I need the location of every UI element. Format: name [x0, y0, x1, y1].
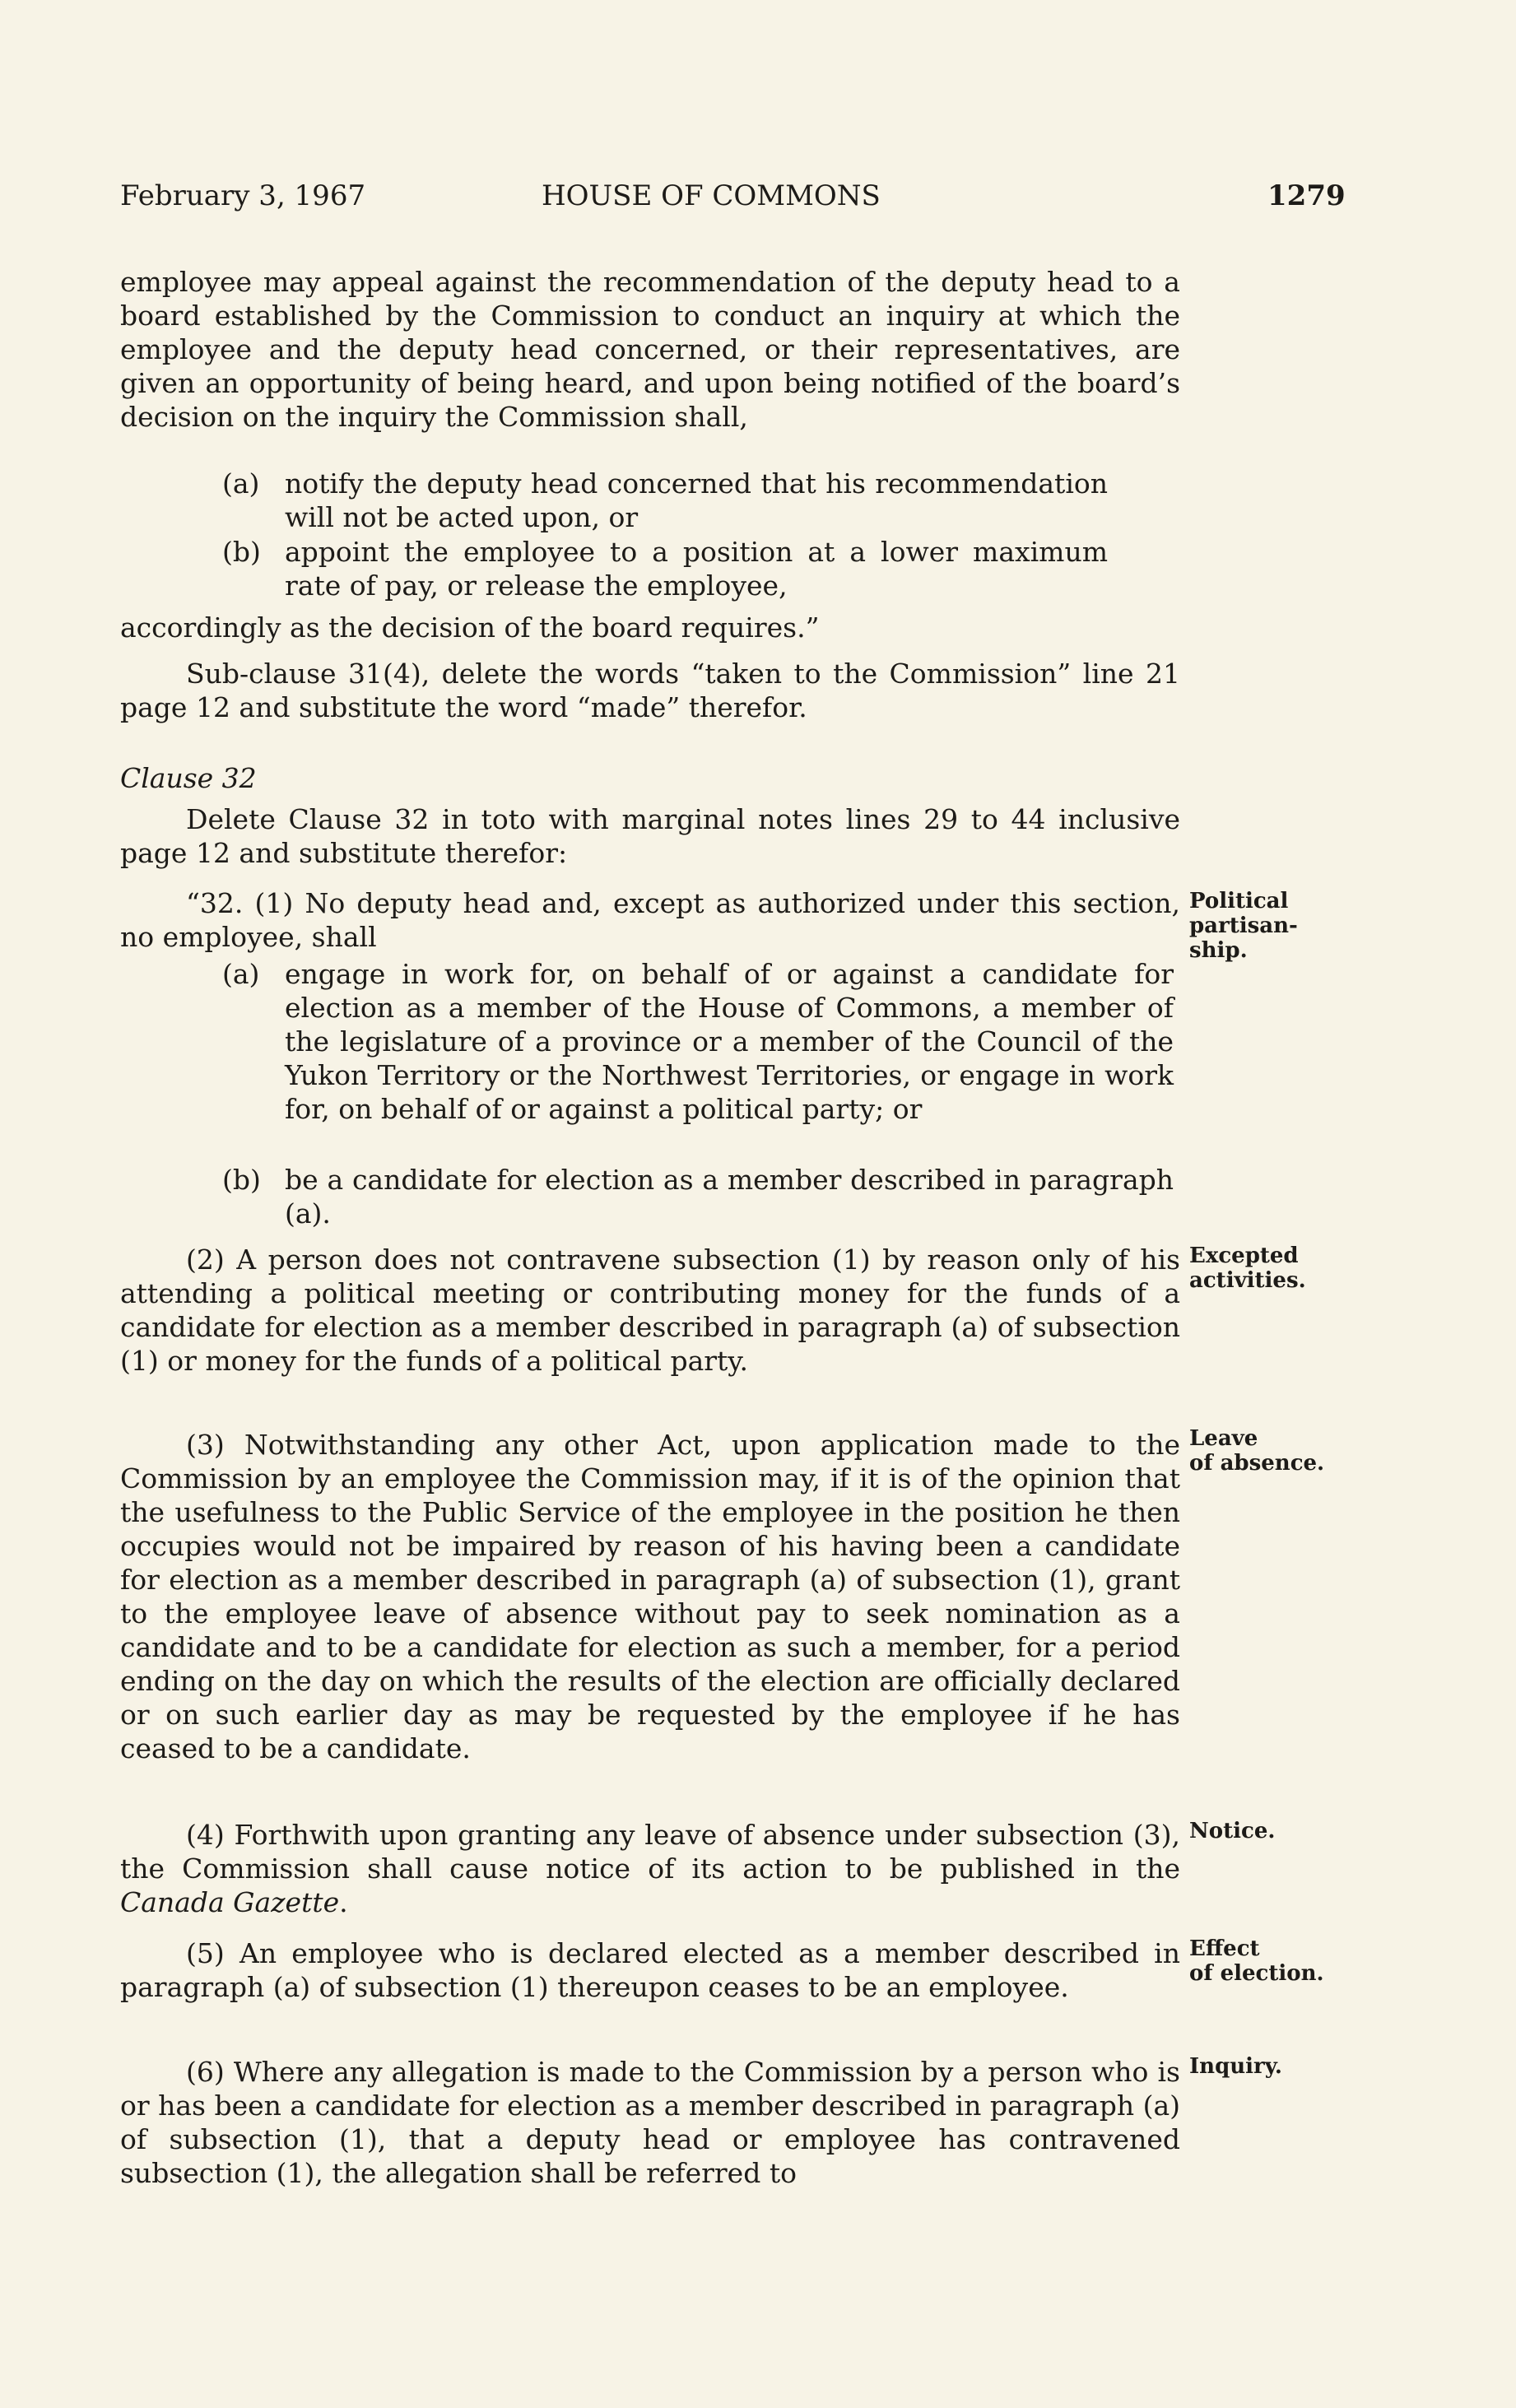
gazette-name: Canada Gazette — [120, 1886, 340, 1918]
item-text: engage in work for, on behalf of or against a candidate for election as a member of the House of Commons, a member of the legislature of a province or a member of the Council of the Yukon Territory or the Northwest Territories, or engage in work for, on behalf of or against a political party; or — [285, 958, 1174, 1125]
margin-note-line: Effect — [1189, 1936, 1260, 1961]
running-header — [0, 176, 1516, 216]
section-32-4-end: . — [339, 1886, 348, 1918]
section-32-2: (2) A person does not contravene subsection (1) by reason only of his attending a political meeting or contributing money for the funds of a candidate for election as a member described in paragraph (a) of subsection (1) or money for the funds of a political party. — [120, 1244, 1180, 1377]
margin-note-line: of election. — [1189, 1961, 1324, 1986]
margin-note-political-partisanship — [1189, 889, 1298, 963]
item-label: (b) — [222, 536, 261, 568]
section-32-1-item-b — [222, 1163, 1332, 1232]
margin-note-line: Excepted — [1189, 1244, 1299, 1268]
margin-note-line: Inquiry. — [1189, 2054, 1282, 2079]
margin-note-line: partisan- — [1189, 913, 1298, 938]
margin-note-inquiry — [1189, 2054, 1282, 2079]
margin-note-line: activities. — [1189, 1268, 1306, 1293]
margin-note-line: Political — [1189, 889, 1289, 913]
item-text: appoint the employee to a position at a lower maximum rate of pay, or release the employee, — [285, 536, 1108, 602]
section-32-4 — [120, 1818, 1180, 1919]
item-label: (a) — [222, 467, 260, 500]
section-32-6: (6) Where any allegation is made to the Commission by a person who is or has been a candidate for election as a member described in paragraph (a) of subsection (1), that a deputy head or employee has contravened subsection (1), the allegation shall be referred to — [120, 2056, 1180, 2189]
header-title: HOUSE OF COMMONS — [542, 179, 881, 212]
item-label: (b) — [222, 1164, 261, 1196]
margin-note-effect-of-election — [1189, 1936, 1324, 1986]
section-32-4-text: (4) Forthwith upon granting any leave of absence under subsection (3), the Commission shall cause notice of its action to be published in the — [120, 1819, 1180, 1885]
item-label: (a) — [222, 958, 260, 990]
margin-note-notice — [1189, 1819, 1275, 1843]
margin-note-line: Leave — [1189, 1426, 1258, 1451]
page-number: 1279 — [1267, 179, 1346, 212]
intro-paragraph: employee may appeal against the recommendation of the deputy head to a board established by the Commission to conduct an inquiry at which the employee and the deputy head concerned, or their representatives, are given an opportunity of being heard, and upon being notified of the board’s decision on the inquiry the Commission shall, — [120, 266, 1180, 433]
section-32-1-item-a — [222, 957, 1332, 1163]
margin-note-excepted-activities — [1189, 1244, 1306, 1293]
intro-item-a — [222, 467, 1332, 536]
section-32-5: (5) An employee who is declared elected as a member described in paragraph (a) of subsection (1) thereupon ceases to be an employee. — [120, 1937, 1180, 2003]
item-text: notify the deputy head concerned that his recommendation will not be acted upon, or — [285, 467, 1108, 533]
clause-heading: Clause 32 — [120, 762, 257, 794]
margin-note-line: of absence. — [1189, 1451, 1325, 1476]
section-32-3: (3) Notwithstanding any other Act, upon application made to the Commission by an employee the Commission may, if it is of the opinion that the usefulness to the Public Service of the employee in the position he then occupies would not be impaired by reason of his having been a candidate for election as a member described in paragraph (a) of subsection (1), grant to the employee leave of absence without pay to seek nomination as a candidate and to be a candidate for election as such a member, for a period ending on the day on which the results of the election are officially declared or on such earlier day as may be requested by the employee if he has ceased to be a candidate. — [120, 1429, 1180, 1764]
header-date: February 3, 1967 — [120, 179, 366, 212]
margin-note-line: ship. — [1189, 938, 1248, 963]
item-text: be a candidate for election as a member described in paragraph (a). — [285, 1164, 1174, 1230]
subclause-paragraph: Sub-clause 31(4), delete the words “taken to the Commission” line 21 page 12 and substitute the word “made” therefor. — [120, 658, 1180, 723]
clause-instruction: Delete Clause 32 in toto with marginal notes lines 29 to 44 inclusive page 12 and substitute therefor: — [120, 803, 1180, 869]
margin-note-line: Notice. — [1189, 1819, 1276, 1843]
intro-item-b — [222, 535, 1332, 604]
section-32-1: “32. (1) No deputy head and, except as authorized under this section, no employee, shall — [120, 887, 1180, 953]
margin-note-leave-of-absence — [1189, 1426, 1324, 1476]
intro-closing-line: accordingly as the decision of the board requires.” — [120, 611, 820, 644]
